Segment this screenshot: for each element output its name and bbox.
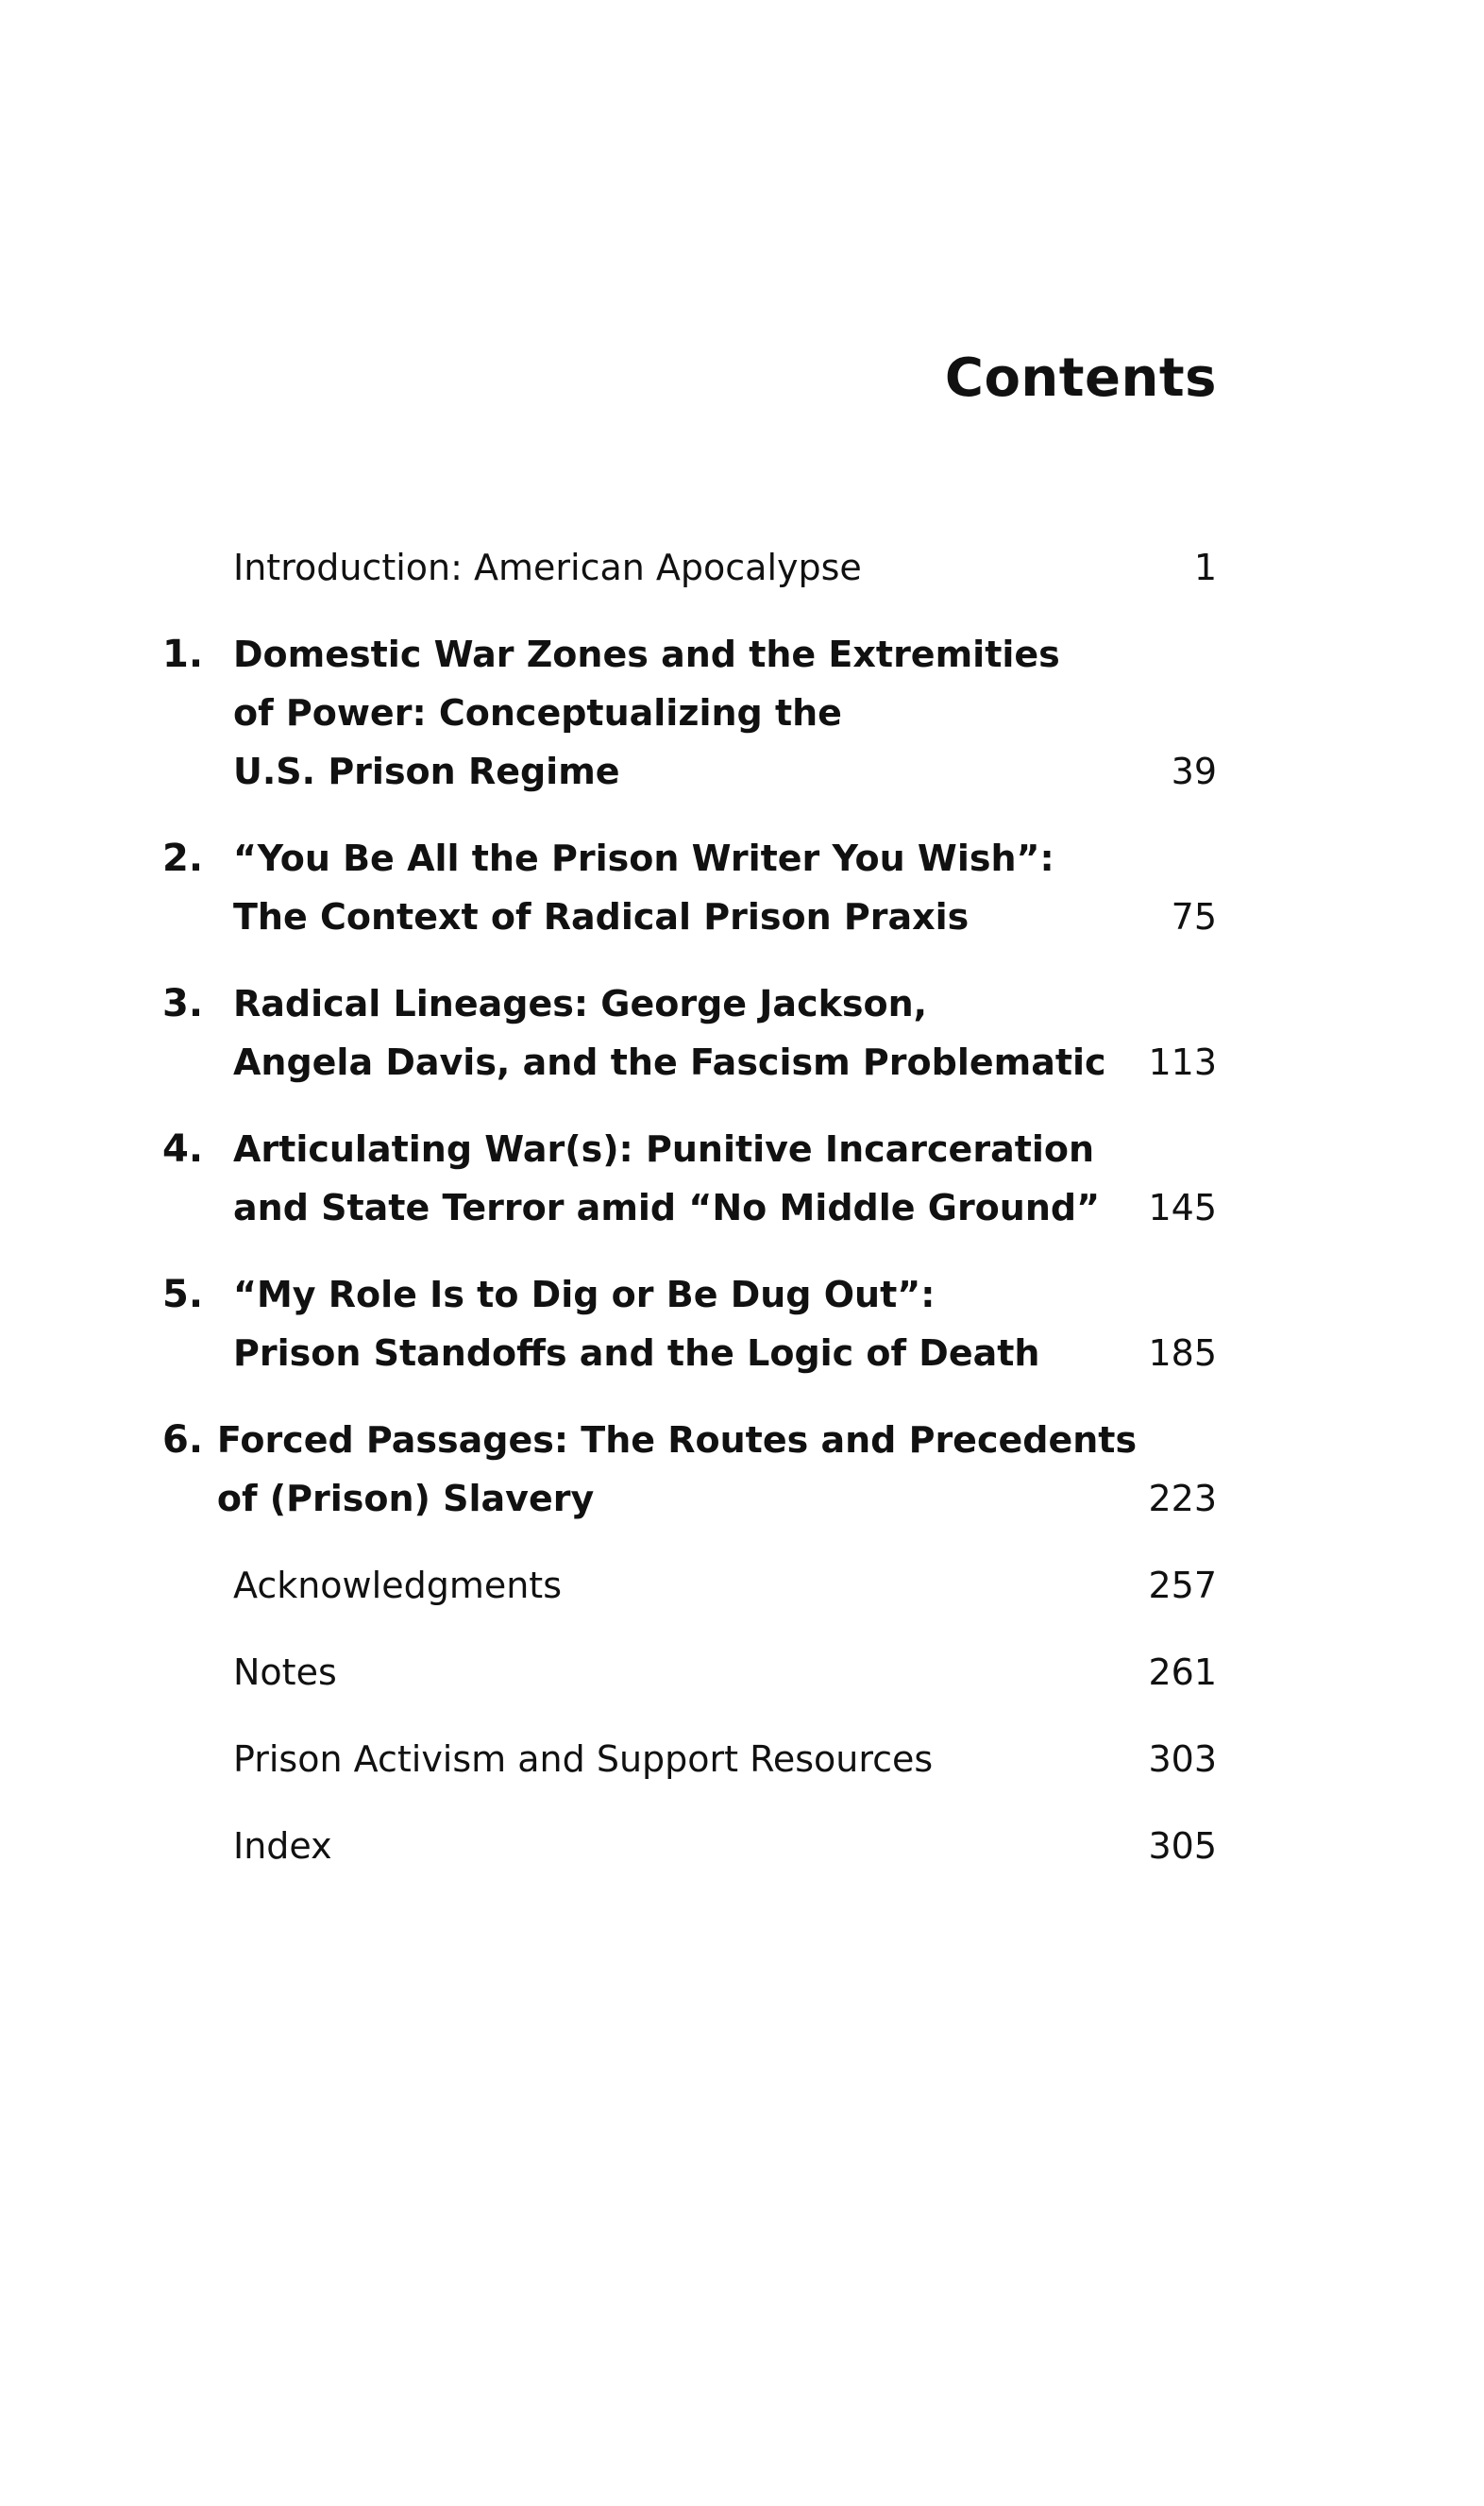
toc-entry-chapter-6[interactable] (162, 1411, 1217, 1528)
entry-title-line: and State Terror amid “No Middle Ground” (233, 1187, 1101, 1228)
entry-title (233, 1730, 1113, 1788)
entry-title-line: “You Be All the Prison Writer You Wish”: (233, 838, 1054, 879)
entry-title (233, 974, 1113, 1092)
toc-entry-notes[interactable] (162, 1643, 1217, 1702)
entry-page-number: 185 (1148, 1332, 1217, 1374)
entry-title (233, 1643, 1113, 1702)
entry-page-number: 257 (1148, 1565, 1217, 1606)
entry-title-line: of Power: Conceptualizing the (233, 692, 842, 734)
entry-title-line: Prison Activism and Support Resources (233, 1738, 934, 1780)
toc-entry-resources[interactable] (162, 1730, 1217, 1788)
entry-page-number: 39 (1171, 751, 1217, 792)
entry-title-line: Prison Standoffs and the Logic of Death (233, 1332, 1040, 1374)
entry-title-line: of (Prison) Slavery (216, 1478, 595, 1519)
entry-number: 2. (162, 837, 204, 880)
entry-page-number: 303 (1148, 1738, 1217, 1780)
toc-entry-chapter-1[interactable] (162, 625, 1217, 801)
entry-title-line: Forced Passages: The Routes and Precedents (216, 1419, 1138, 1461)
entry-title-line: Radical Lineages: George Jackson, (233, 983, 928, 1024)
entry-number: 1. (162, 633, 204, 676)
entry-title-line: Articulating War(s): Punitive Incarceration (233, 1128, 1095, 1170)
entry-page-number: 223 (1148, 1478, 1217, 1519)
entry-title-line: Domestic War Zones and the Extremities (233, 634, 1060, 675)
entry-number: 3. (162, 982, 204, 1025)
toc-entry-chapter-2[interactable] (162, 829, 1217, 946)
entry-title-line: Introduction: American Apocalypse (233, 547, 862, 588)
toc-entry-chapter-5[interactable] (162, 1265, 1217, 1382)
entry-page-number: 75 (1171, 896, 1217, 938)
entry-page-number: 1 (1193, 547, 1217, 588)
entry-title (233, 1265, 1113, 1382)
entry-title (233, 829, 1113, 946)
entry-title-line: The Context of Radical Prison Praxis (233, 896, 970, 938)
entry-page-number: 305 (1148, 1825, 1217, 1867)
entry-title (233, 625, 1113, 801)
entry-title-line: Acknowledgments (233, 1565, 562, 1606)
page-title: Contents (944, 347, 1217, 409)
entry-title-line: Notes (233, 1651, 337, 1693)
entry-page-number: 145 (1148, 1187, 1217, 1228)
entry-title-line: Index (233, 1825, 332, 1867)
toc-entry-chapter-4[interactable] (162, 1120, 1217, 1237)
entry-page-number: 113 (1148, 1041, 1217, 1083)
entry-title (217, 1411, 1137, 1528)
entry-number: 5. (162, 1273, 204, 1316)
toc-entry-introduction[interactable] (162, 538, 1217, 597)
table-of-contents (162, 538, 1217, 1875)
entry-title-line: Angela Davis, and the Fascism Problematic (233, 1041, 1106, 1083)
entry-number: 6. (162, 1418, 204, 1462)
entry-number: 4. (162, 1127, 204, 1171)
entry-page-number: 261 (1148, 1651, 1217, 1693)
toc-entry-acknowledgments[interactable] (162, 1556, 1217, 1615)
entry-title (233, 538, 1113, 597)
entry-title (233, 1817, 1113, 1875)
toc-entry-index[interactable] (162, 1817, 1217, 1875)
entry-title (233, 1556, 1113, 1615)
entry-title-line: U.S. Prison Regime (233, 751, 620, 792)
entry-title (233, 1120, 1113, 1237)
toc-entry-chapter-3[interactable] (162, 974, 1217, 1092)
entry-title-line: “My Role Is to Dig or Be Dug Out”: (233, 1274, 936, 1315)
